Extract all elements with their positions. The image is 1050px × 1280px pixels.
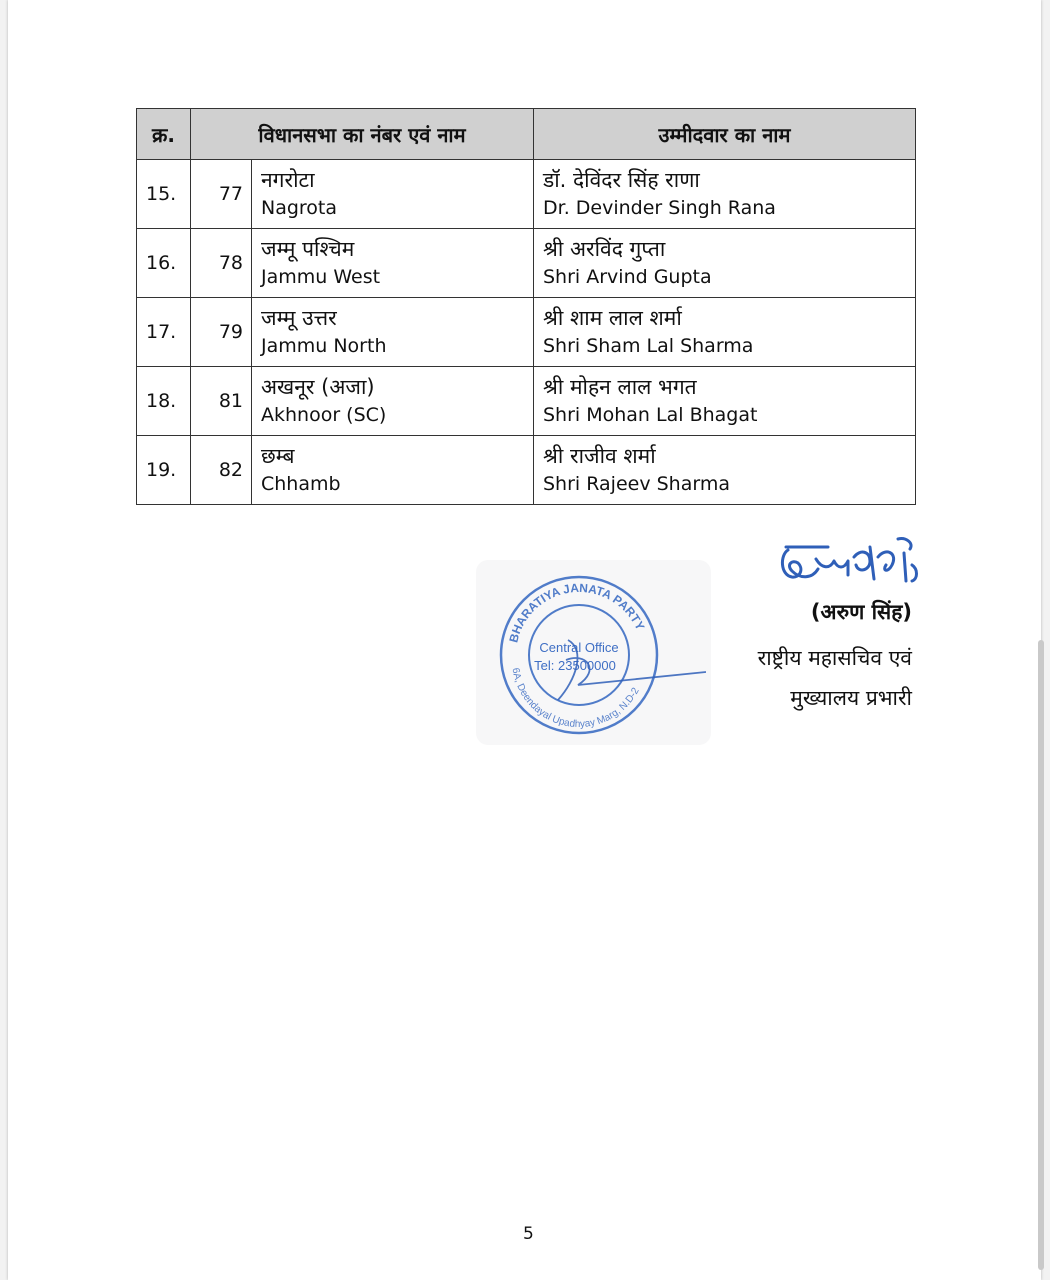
- candidate-cell: [534, 298, 916, 367]
- candidate-name-hindi: श्री अरविंद गुप्ता: [543, 237, 666, 261]
- serial-cell: 17.: [137, 298, 191, 367]
- vertical-scrollbar[interactable]: [1038, 640, 1044, 1270]
- candidate-name-english: Dr. Devinder Singh Rana: [543, 197, 776, 220]
- stamp-office-text: Central Office: [539, 640, 619, 655]
- candidate-cell: [534, 160, 916, 229]
- table-row: [137, 298, 916, 367]
- candidate-name-english: Shri Arvind Gupta: [543, 266, 712, 289]
- candidate-name-english: Shri Sham Lal Sharma: [543, 335, 754, 358]
- candidate-name-hindi: श्री शाम लाल शर्मा: [543, 306, 682, 330]
- header-serial: क्र.: [137, 109, 191, 160]
- ac-name-english: Jammu West: [261, 266, 381, 289]
- ac-name-english: Akhnoor (SC): [261, 404, 387, 427]
- document-page: [8, 0, 1041, 1280]
- stamp-inner-ring: [529, 605, 629, 705]
- page-number: 5: [523, 1224, 534, 1244]
- ac-name-hindi: छम्ब: [261, 444, 295, 468]
- ac-number-cell: 82: [191, 436, 252, 505]
- candidate-name-hindi: श्री मोहन लाल भगत: [543, 375, 697, 399]
- signatory-designation: [758, 638, 912, 718]
- stamp-address-text: 6A, Deendayal Upadhyay Marg, N.D-2: [509, 667, 642, 731]
- table-header-row: [137, 109, 916, 160]
- table-row: [137, 229, 916, 298]
- candidate-name-hindi: श्री राजीव शर्मा: [543, 444, 656, 468]
- candidate-name-english: Shri Mohan Lal Bhagat: [543, 404, 758, 427]
- serial-cell: 18.: [137, 367, 191, 436]
- ac-name-hindi: जम्मू पश्चिम: [261, 237, 355, 261]
- ac-name-english: Jammu North: [261, 335, 387, 358]
- ac-name-english: Nagrota: [261, 197, 338, 220]
- ac-number-cell: 79: [191, 298, 252, 367]
- ac-number-cell: 81: [191, 367, 252, 436]
- designation-line: मुख्यालय प्रभारी: [790, 686, 912, 710]
- party-stamp: [476, 560, 706, 750]
- candidate-cell: [534, 436, 916, 505]
- stamp-outer-ring: [501, 577, 657, 733]
- serial-cell: 19.: [137, 436, 191, 505]
- designation-line: राष्ट्रीय महासचिव एवं: [757, 646, 912, 670]
- ac-name-cell: [252, 160, 534, 229]
- ac-name-cell: [252, 229, 534, 298]
- stamp-tel-text: Tel: 23500000: [534, 658, 616, 673]
- ac-name-cell: [252, 298, 534, 367]
- table-row: [137, 436, 916, 505]
- ac-name-cell: [252, 367, 534, 436]
- table-row: [137, 160, 916, 229]
- header-candidate: उम्मीदवार का नाम: [534, 109, 916, 160]
- candidate-name-english: Shri Rajeev Sharma: [543, 473, 730, 496]
- handwritten-signature: [778, 535, 923, 600]
- ac-name-hindi: नगरोटा: [261, 168, 315, 192]
- ac-name-hindi: अखनूर (अजा): [261, 375, 375, 399]
- ac-name-cell: [252, 436, 534, 505]
- ac-name-english: Chhamb: [261, 473, 341, 496]
- signatory-name: (अरुण सिंह): [810, 600, 912, 624]
- candidates-table: [136, 108, 916, 505]
- ac-number-cell: 77: [191, 160, 252, 229]
- ac-name-hindi: जम्मू उत्तर: [261, 306, 337, 330]
- candidate-name-hindi: डॉ. देविंदर सिंह राणा: [543, 168, 700, 192]
- candidate-cell: [534, 367, 916, 436]
- stamp-ring-text: BHARATIYA JANATA PARTY: [506, 580, 648, 644]
- table-row: [137, 367, 916, 436]
- serial-cell: 15.: [137, 160, 191, 229]
- ac-number-cell: 78: [191, 229, 252, 298]
- header-constituency: विधानसभा का नंबर एवं नाम: [191, 109, 534, 160]
- serial-cell: 16.: [137, 229, 191, 298]
- candidate-cell: [534, 229, 916, 298]
